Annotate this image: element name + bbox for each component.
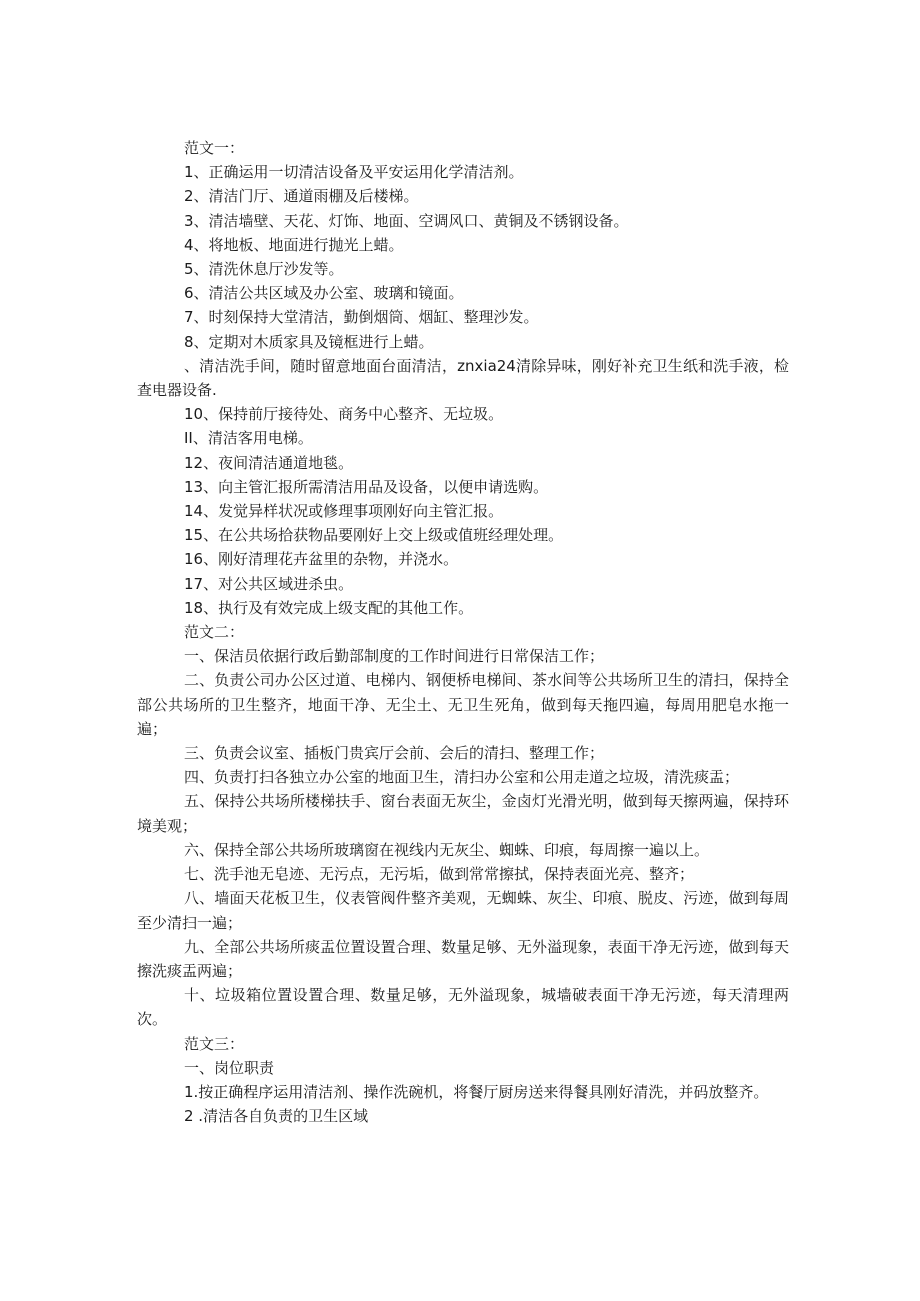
list-item: 12、夜间清洁通道地毯。 <box>184 453 354 472</box>
list-item: 二、负责公司办公区过道、电梯内、钢便桥电梯间、茶水间等公共场所卫生的清扫，保持全部公共场所的卫生整齐，地面干净、无尘土、无卫生死角，做到每天拖四遍，每周用肥皂水拖一遍； <box>137 671 789 738</box>
list-item: 15、在公共场拾获物品要刚好上交上级或值班经理处理。 <box>184 526 564 545</box>
section-heading-3: 范文三： <box>184 1034 245 1053</box>
list-item: 2、清洁门厅、通道雨棚及后楼梯。 <box>184 187 419 206</box>
list-item: 18、执行及有效完成上级支配的其他工作。 <box>184 598 474 617</box>
list-item: 四、负责打扫各独立办公室的地面卫生，清扫办公室和公用走道之垃圾，清洗痰盂； <box>184 768 740 787</box>
list-item: 17、对公共区域进杀虫。 <box>184 574 354 593</box>
list-item: 10、保持前厅接待处、商务中心整齐、无垃圾。 <box>184 405 504 424</box>
list-item: 1、正确运用一切清洁设备及平安运用化学清洁剂。 <box>184 163 524 182</box>
list-item: 1.按正确程序运用清洁剂、操作洗碗机，将餐厅厨房送来得餐具刚好清洗，并码放整齐。 <box>184 1082 769 1101</box>
list-item: 14、发觉异样状况或修理事项刚好向主管汇报。 <box>184 502 504 521</box>
list-item: 十、垃圾箱位置设置合理、数量足够，无外溢现象，城墙破表面干净无污迹，每天清理两次。 <box>137 986 789 1029</box>
list-item: 八、墙面天花板卫生，仪表管阀件整齐美观，无蜘蛛、灰尘、印痕、脱皮、污迹，做到每周至少清扫一遍； <box>137 889 789 932</box>
list-item: 6、清洁公共区域及办公室、玻璃和镜面。 <box>184 284 464 303</box>
list-item: 16、刚好清理花卉盆里的杂物，并浇水。 <box>184 550 459 569</box>
list-item: 三、负责会议室、插板门贵宾厅会前、会后的清扫、整理工作； <box>184 744 605 763</box>
list-item: 3、清洁墙壁、天花、灯饰、地面、空调风口、黄铜及不锈钢设备。 <box>184 211 629 230</box>
list-item: 一、保洁员依据行政后勤部制度的工作时间进行日常保洁工作； <box>184 647 605 666</box>
subsection-heading: 一、岗位职责 <box>184 1058 275 1077</box>
list-item: II、清洁客用电梯。 <box>184 429 313 448</box>
list-item: 九、全部公共场所痰盂位置设置合理、数量足够、无外溢现象，表面干净无污迹，做到每天擦洗痰盂两遍； <box>137 937 789 980</box>
list-item: 4、将地板、地面进行抛光上蜡。 <box>184 235 404 254</box>
list-item: 13、向主管汇报所需清洁用品及设备，以便申请选购。 <box>184 477 549 496</box>
list-item: 5、清洗休息厅沙发等。 <box>184 260 344 279</box>
list-item: 七、洗手池无皂迹、无污点，无污垢，做到常常擦拭，保持表面光亮、整齐； <box>184 865 695 884</box>
list-item: 、清洁洗手间，随时留意地面台面清洁，znxia24清除异味，刚好补充卫生纸和洗手液，检查电器设备. <box>137 356 789 400</box>
section-heading-1: 范文一： <box>184 139 245 157</box>
section-heading-2: 范文二： <box>184 623 245 642</box>
document-body <box>137 136 789 1128</box>
list-item: 五、保持公共场所楼梯扶手、窗台表面无灰尘，金卤灯光滑光明，做到每天擦两遍，保持环境美观； <box>137 792 789 835</box>
list-item: 7、时刻保持大堂清洁，勤倒烟筒、烟缸、整理沙发。 <box>184 308 539 327</box>
list-item: 六、保持全部公共场所玻璃窗在视线内无灰尘、蜘蛛、印痕，每周擦一遍以上。 <box>184 840 710 859</box>
list-item: 8、定期对木质家具及镜框进行上蜡。 <box>184 332 434 351</box>
list-item: 2 .清洁各自负责的卫生区域 <box>184 1107 369 1126</box>
